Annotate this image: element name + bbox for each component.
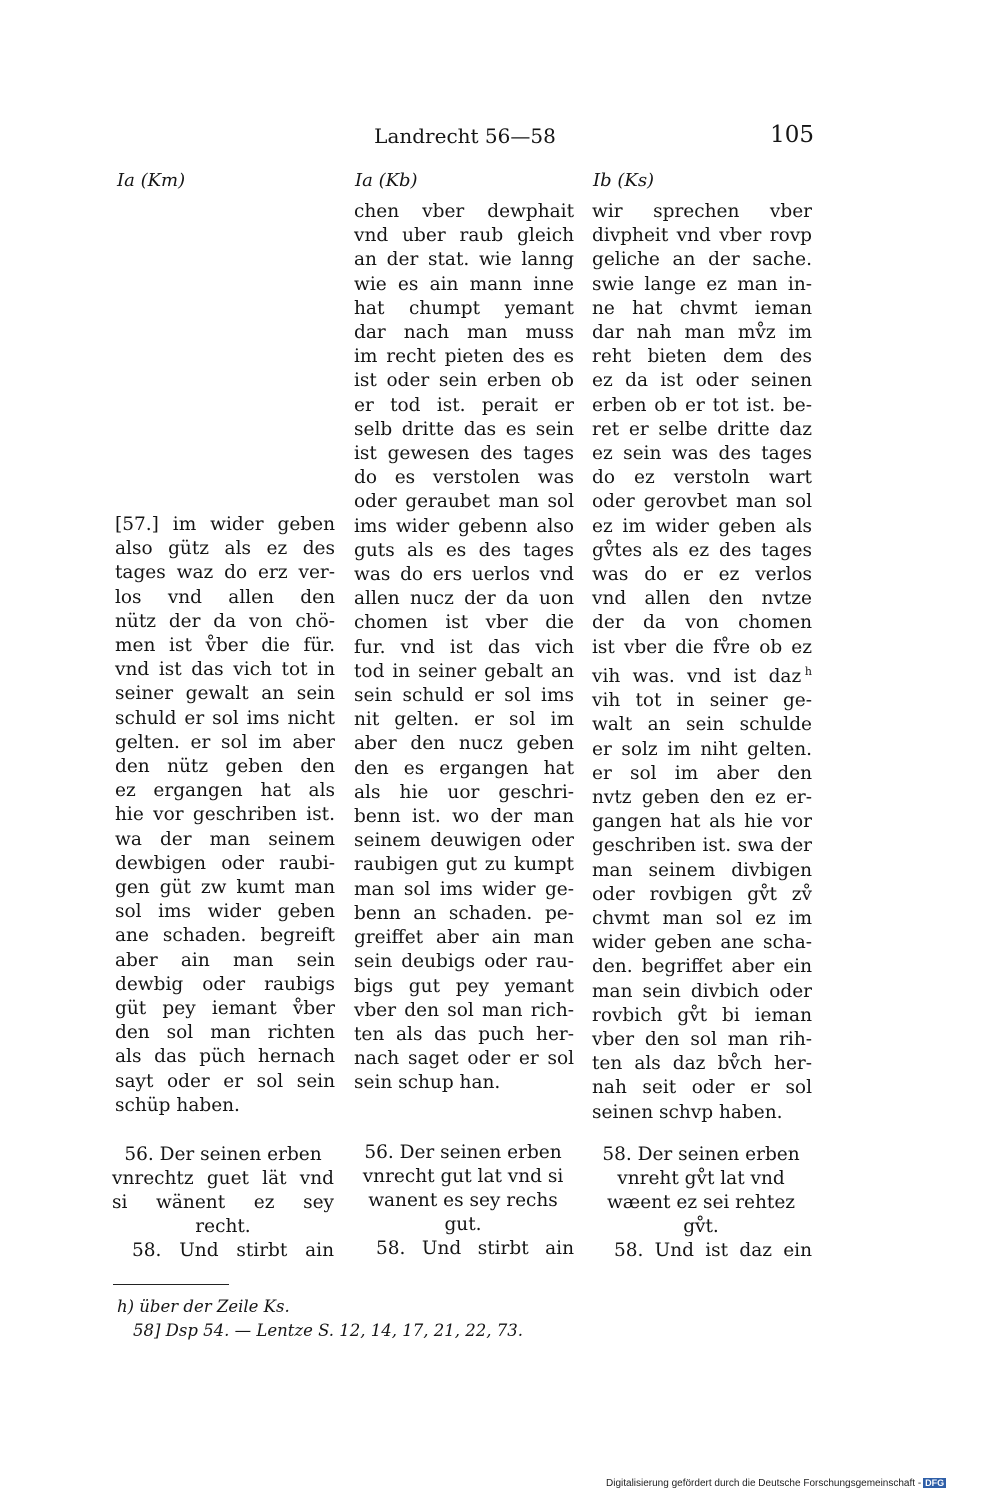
text-line: als hie uor geschri-: [354, 781, 574, 803]
heading-line: vnrecht gut lat vnd si: [362, 1166, 564, 1187]
text-line: dar nach man muss: [354, 322, 574, 344]
text-line: vnd allen den nvtze: [592, 588, 812, 610]
text-line: nach saget oder er sol: [354, 1048, 574, 1070]
text-line: sayt oder er sol sein: [115, 1070, 335, 1092]
column-text-km: [115, 513, 335, 1118]
text-line: den sol man richten: [115, 1022, 335, 1044]
text-line: chvmt man sol ez im: [592, 908, 812, 930]
text-line: schuld er sol ims nicht: [115, 707, 335, 729]
text-line: wie es ain mann inne: [354, 273, 574, 295]
heading-line: gut.: [444, 1214, 482, 1235]
text-line: ne hat chvmt ieman: [592, 297, 812, 319]
text-line: reht bieten dem des: [592, 346, 812, 368]
next-section-start: 58. Und stirbt ain: [376, 1238, 574, 1259]
text-line: dar nah man mv̊z im: [592, 322, 812, 344]
text-line: gangen hat als hie vor: [592, 811, 812, 833]
digitization-credit: [606, 1478, 946, 1489]
heading-line: gv̊t.: [683, 1216, 719, 1237]
text-line: gv̊tes als ez des tages: [592, 539, 812, 561]
text-line: selb dritte das es sein: [354, 418, 574, 440]
text-line: oder gerovbet man sol: [592, 491, 812, 513]
text-line: ten als daz bv̊ch her-: [592, 1053, 812, 1075]
text-line: vih tot in seiner ge-: [592, 690, 812, 712]
heading-line: wæent ez sei rehtez: [606, 1192, 796, 1213]
text-line: erben ob er tot ist. be-: [592, 394, 812, 416]
text-line: [57.] im wider geben: [115, 514, 335, 535]
text-line: sol ims wider geben: [115, 901, 335, 923]
next-section-start: 58. Und stirbt ain: [132, 1240, 334, 1261]
text-line: den. begriffet aber ein: [592, 956, 812, 978]
text-line: do es verstolen was: [354, 467, 574, 489]
text-line: tod in seiner gebalt an: [354, 660, 574, 682]
text-line: sein schuld er sol ims: [354, 685, 574, 707]
text-line: los vnd allen den: [115, 586, 335, 608]
text-line: ez da ist oder seinen: [592, 370, 812, 392]
text-line: was do ers uerlos vnd: [354, 564, 574, 586]
text-line: wir sprechen vber: [592, 201, 812, 222]
text-line: nah seit oder er sol: [592, 1077, 812, 1099]
text-line: do ez verstoln wart: [592, 467, 812, 489]
text-line: er tod ist. perait er: [354, 394, 574, 416]
text-line: tages waz do erz ver-: [115, 562, 335, 584]
text-line: vnd uber raub gleich: [354, 225, 574, 247]
text-line: benn ist. wo der man: [354, 806, 574, 828]
heading-line: recht.: [195, 1216, 251, 1237]
text-line: nütz der da von chö-: [115, 610, 335, 632]
text-line: men ist v̊ber die für.: [115, 635, 335, 657]
text-line: schüp haben.: [115, 1094, 240, 1116]
text-line: dewbig oder raubigs: [115, 973, 335, 995]
text-line: nvtz geben den ez er-: [592, 787, 812, 809]
section-heading-km: [112, 1143, 334, 1263]
text-line: swie lange ez man in-: [592, 273, 812, 295]
text-line: geliche an der sache.: [592, 249, 812, 271]
next-section-start: 58. Und ist daz ein: [614, 1240, 812, 1261]
text-line: er solz im niht gelten.: [592, 738, 812, 760]
text-line: oder rovbigen gv̊t zv̊: [592, 883, 812, 905]
text-line: ten als das puch her-: [354, 1023, 574, 1045]
text-line: gelten. er sol im aber: [115, 731, 335, 753]
text-line: vih was. vnd ist daz $^h$: [592, 664, 812, 688]
text-line: also gütz als ez des: [115, 538, 335, 560]
text-line: geschriben ist. swa der: [592, 835, 812, 857]
text-line: hie vor geschriben ist.: [115, 804, 335, 826]
text-line: seiner gewalt an sein: [115, 683, 335, 705]
text-line: ims wider gebenn also: [354, 515, 574, 537]
text-line: chen vber dewphait: [354, 201, 574, 222]
credit-text: Digitalisierung gefördert durch die Deutsche Forschungsgemeinschaft -: [606, 1478, 922, 1489]
text-line: im recht pieten des es: [354, 346, 574, 368]
text-line: bigs gut pey yemant: [354, 975, 574, 997]
text-line: nit gelten. er sol im: [354, 709, 574, 731]
heading-line: 56. Der seinen erben: [124, 1144, 322, 1165]
text-line: ist gewesen des tages: [354, 443, 574, 465]
text-line: ist vber die fv̊re ob ez: [592, 636, 812, 658]
text-line: dewbigen oder raubi-: [115, 852, 335, 874]
section-heading-ks: [590, 1143, 812, 1263]
heading-line: wanent es sey rechs: [368, 1190, 558, 1211]
text-line: rovbich gv̊t bi ieman: [592, 1004, 812, 1026]
text-line: seinen schvp haben.: [592, 1101, 783, 1123]
text-line: vber den sol man rih-: [592, 1029, 812, 1051]
column-label-km: Ia (Km): [117, 170, 186, 191]
text-line: seinem deuwigen oder: [354, 830, 574, 852]
text-line: den nütz geben den: [115, 756, 335, 778]
text-line: man seinem divbigen: [592, 859, 812, 881]
heading-line: si wänent ez sey: [112, 1192, 334, 1213]
footnote-h: h) über der Zeile Ks.: [117, 1297, 290, 1316]
text-line: man sol ims wider ge-: [354, 878, 574, 900]
text-line: walt an sein schulde: [592, 714, 812, 736]
text-line: oder geraubet man sol: [354, 491, 574, 513]
section-heading-kb: [352, 1141, 574, 1261]
text-line: was do er ez verlos: [592, 564, 812, 586]
text-line: sein schup han.: [354, 1072, 501, 1094]
text-line: an der stat. wie lanng: [354, 249, 574, 271]
heading-line: vnreht gv̊t lat vnd: [617, 1168, 785, 1189]
text-line: vnd ist das vich tot in: [115, 659, 335, 681]
text-line: ane schaden. begreift: [115, 925, 335, 947]
heading-line: 58. Der seinen erben: [602, 1144, 800, 1165]
text-line: als das püch hernach: [115, 1046, 335, 1068]
page-number: 105: [770, 122, 814, 148]
text-line: greiffet aber ain man: [354, 927, 574, 949]
text-line: den es ergangen hat: [354, 757, 574, 779]
text-line: chomen ist vber die: [354, 612, 574, 634]
running-title: Landrecht 56—58: [374, 124, 556, 148]
column-label-ks: Ib (Ks): [593, 170, 655, 191]
text-line: guts als es des tages: [354, 539, 574, 561]
column-text-kb: [354, 200, 574, 1096]
text-line: raubigen gut zu kumpt: [354, 854, 574, 876]
text-line: güt pey iemant v̊ber: [115, 998, 335, 1020]
heading-line: vnrechtz guet lät vnd: [112, 1168, 334, 1189]
text-line: ez ergangen hat als: [115, 780, 335, 802]
dfg-logo-icon: DFG: [925, 1478, 945, 1488]
text-line: er sol im aber den: [592, 762, 812, 784]
text-line: ist oder sein erben ob: [354, 370, 574, 392]
heading-line: 56. Der seinen erben: [364, 1142, 562, 1163]
footnote-58: 58] Dsp 54. — Lentze S. 12, 14, 17, 21, 22, 73.: [133, 1321, 523, 1340]
text-line: ret er selbe dritte daz: [592, 418, 812, 440]
footnote-rule: [113, 1284, 229, 1285]
text-line: allen nucz der da uon: [354, 588, 574, 610]
text-line: aber den nucz geben: [354, 733, 574, 755]
text-line: fur. vnd ist das vich: [354, 636, 574, 658]
footnote-marker: h: [804, 664, 812, 678]
text-line: wa der man seinem: [115, 828, 335, 850]
text-line: wider geben ane scha-: [592, 932, 812, 954]
text-line: sein deubigs oder rau-: [354, 951, 574, 973]
text-line: ez sein was des tages: [592, 443, 812, 465]
text-line: vber den sol man rich-: [354, 999, 574, 1021]
column-text-ks: [592, 200, 812, 1125]
text-line: gen güt zw kumt man: [115, 877, 335, 899]
text-line: man sein divbich oder: [592, 980, 812, 1002]
text-line: der da von chomen: [592, 612, 812, 634]
column-label-kb: Ia (Kb): [355, 170, 418, 191]
text-line: ez im wider geben als: [592, 515, 812, 537]
text-line: divpheit vnd vber rovp: [592, 225, 812, 247]
text-line: benn an schaden. pe-: [354, 902, 574, 924]
text-line: aber ain man sein: [115, 949, 335, 971]
text-line: hat chumpt yemant: [354, 297, 574, 319]
